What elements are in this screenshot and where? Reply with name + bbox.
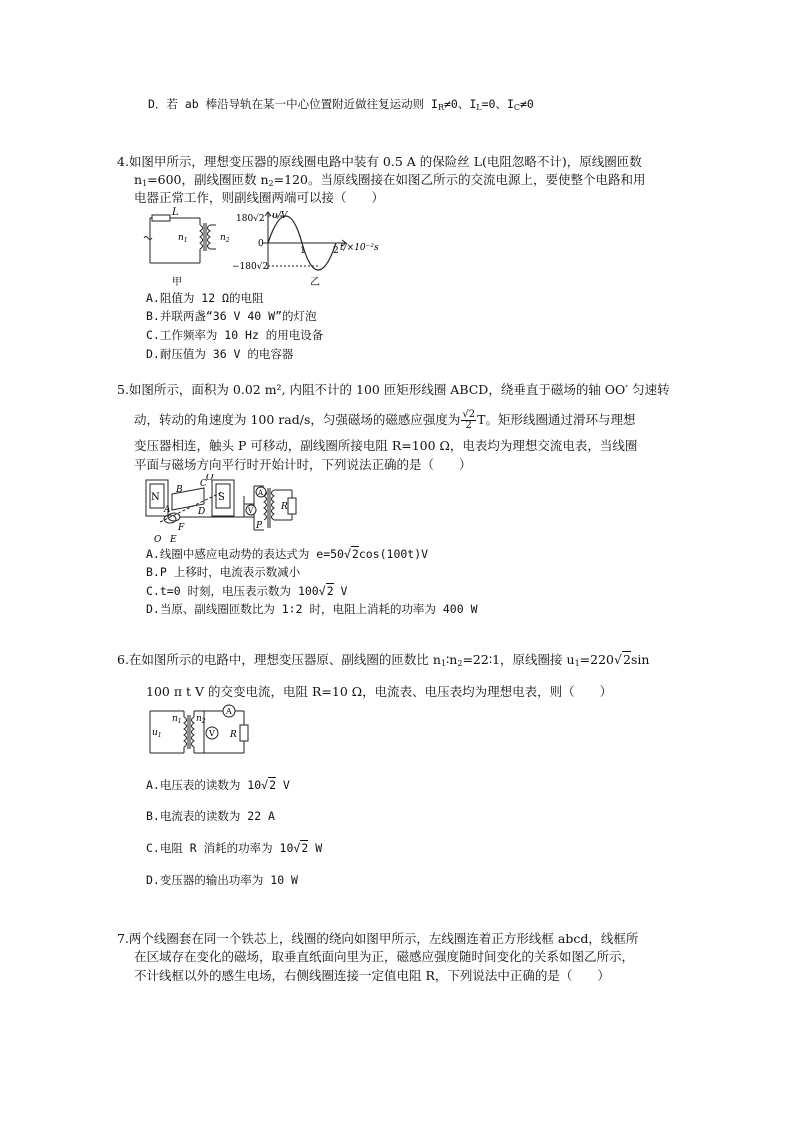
q5-label-F: F — [178, 523, 185, 533]
q4-stem-line2: $n_1=600$，副线圈匝数 $n_2=120$。当原线圈接在如图乙所示的交流电源上，要使整个电路和用 — [134, 172, 646, 188]
q6-label-R: R — [230, 730, 237, 740]
q5-label-B: B — [176, 485, 183, 495]
q4-figure — [140, 207, 420, 289]
q5-label-O-prime: O′ — [206, 474, 216, 483]
q7-stem-line3: 不计线框以外的感生电场，右侧线圈连接一定值电阻 R，下列说法中正确的是（ ） — [134, 968, 610, 983]
q4-label-yi: 乙 — [310, 277, 320, 288]
q6-option-b: B.电流表的读数为 22 A — [146, 809, 275, 823]
q6-voltmeter-label: V — [209, 729, 215, 738]
q6-stem-line1: 6.在如图所示的电路中，理想变压器原、副线圈的匝数比 $n_1∶n_2=22∶1$，原线圈接 $u_1=220√2\sin$ — [117, 652, 650, 668]
q4-option-a: A.阻值为 12 Ω的电阻 — [146, 291, 264, 305]
q4-tick-t2: 2 — [333, 246, 339, 256]
q4-tick-zero: 0 — [258, 239, 264, 249]
q6-ammeter-label: A — [226, 707, 232, 716]
q5-label-E: E — [170, 535, 177, 545]
q6-option-d: D.变压器的输出功率为 10 W — [146, 873, 298, 887]
q5-ammeter-label: A — [258, 489, 264, 497]
q5-label-C: C — [200, 479, 207, 489]
q5-option-c: C.t=0 时刻，电压表示数为 100√2 V — [146, 584, 348, 598]
q4-tick-t1: 1 — [300, 246, 306, 256]
q5-stem-line2: 动，转动的角速度为 100 rad/s，匀强磁场的磁感应强度为 $\frac{√2}{2}$ T。矩形线圈通过滑环与理想 — [134, 409, 636, 431]
q7-stem-line1: 7.两个线圈套在同一个铁芯上，线圈的绕向如图甲所示，左线圈连着正方形线框 abcd，线框所 — [117, 931, 639, 946]
q5-figure — [142, 474, 302, 546]
q4-label-jia: 甲 — [172, 277, 182, 288]
q5-option-d: D.当原、副线圈匝数比为 1∶2 时，电阻上消耗的功率为 400 W — [146, 602, 478, 616]
q5-label-R: R — [281, 502, 288, 512]
q6-label-n2: $n_2$ — [196, 714, 206, 725]
q5-stem-line4: 平面与磁场方向平行时开始计时，下列说法正确的是（ ） — [134, 457, 472, 472]
q4-option-b: B.并联两盏“36 V 40 W”的灯泡 — [146, 309, 317, 323]
q4-option-c: C.工作频率为 10 Hz 的用电设备 — [146, 328, 324, 342]
q4-tick-ymin: −180√2 — [232, 262, 269, 272]
q4-stem-line3: 电器正常工作，则副线圈两端可以接（ ） — [134, 190, 385, 205]
q6-option-a: A.电压表的读数为 10√2 V — [146, 778, 290, 792]
q5-fraction: $\frac{√2}{2}$ — [462, 409, 476, 431]
q6-label-u1: $u_1$ — [152, 728, 162, 739]
q5-label-N: N — [151, 492, 160, 503]
q5-label-O: O — [154, 535, 162, 545]
q6-figure — [146, 703, 252, 759]
q5-label-S: S — [218, 492, 225, 503]
q5-stem-line3: 变压器相连，触头 P 可移动，副线圈所接电阻 R=100 Ω，电表均为理想交流电表，当线圈 — [134, 438, 638, 453]
q5-label-D: D — [198, 507, 206, 517]
q5-voltmeter-label: V — [248, 507, 254, 515]
q6-option-c: C.电阻 R 消耗的功率为 10√2 W — [146, 841, 323, 855]
q4-axis-u: u/V — [272, 211, 288, 221]
q4-tick-ymax: 180√2 — [236, 214, 265, 224]
q5-label-A: A — [164, 505, 171, 515]
q4-axis-t: t/×10⁻²s — [340, 243, 379, 253]
q6-stem-line2: 100 π t V 的交变电流，电阻 R=10 Ω，电流表、电压表均为理想电表，则（ ） — [146, 684, 613, 699]
q4-label-L: L — [172, 207, 179, 218]
q3-option-d: D．若 ab 棒沿导轨在某一中心位置附近做往复运动则 $I_R\ne 0$、$I_L=0$、$I_C\ne 0$ — [148, 97, 534, 112]
q4-label-n2: $n_2$ — [220, 233, 230, 244]
q4-stem-line1: 4.如图甲所示，理想变压器的原线圈电路中装有 0.5 A 的保险丝 L(电阻忽略不计)，原线圈匝数 — [117, 154, 642, 169]
q5-label-P: P — [256, 521, 263, 531]
q4-label-n1: $n_1$ — [178, 233, 188, 244]
q7-stem-line2: 在区域存在变化的磁场，取垂直纸面向里为正，磁感应强度随时间变化的关系如图乙所示， — [134, 949, 635, 964]
q5-option-b: B.P 上移时，电流表示数减小 — [146, 565, 301, 579]
q5-option-a: A.线圈中感应电动势的表达式为 e=50√2cos(100t)V — [146, 547, 429, 561]
q5-stem-line1: 5.如图所示，面积为 0.02 m², 内阻不计的 100 匝矩形线圈 ABCD，绕垂直于磁场的轴 OO′ 匀速转 — [117, 382, 670, 397]
q6-label-n1: $n_1$ — [172, 714, 182, 725]
q4-option-d: D.耐压值为 36 V 的电容器 — [146, 347, 294, 361]
